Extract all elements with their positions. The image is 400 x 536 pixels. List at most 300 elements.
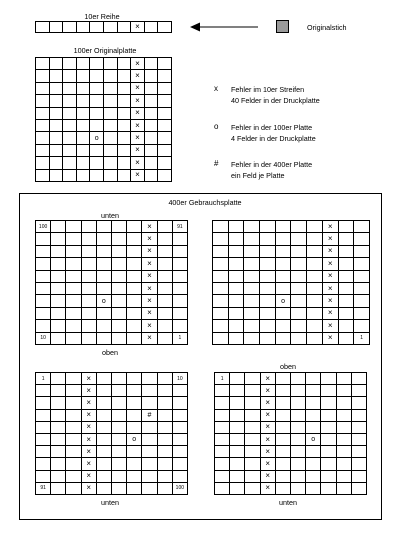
grid-cell [260, 282, 276, 294]
corner-number: 1 [41, 375, 45, 382]
grid-cell [260, 270, 276, 282]
grid-cell [260, 458, 275, 470]
grid-cell [144, 70, 158, 82]
grid-cell [172, 470, 187, 482]
grid-cell [172, 482, 187, 494]
corner-number: 10 [40, 335, 46, 342]
grid-cell [244, 307, 260, 319]
grid-cell [354, 233, 370, 245]
grid-cell [215, 373, 230, 385]
grid-cell [142, 470, 157, 482]
grid-cell [172, 409, 187, 421]
grid-cell [230, 385, 245, 397]
grid-cell [76, 107, 90, 119]
grid-cell [36, 233, 51, 245]
grid-row [36, 58, 172, 70]
grid-cell [127, 245, 142, 257]
grid-cell [142, 409, 157, 421]
grid-cell [96, 258, 111, 270]
grid-cell [76, 95, 90, 107]
grid-cell [81, 433, 96, 445]
grid-cell [336, 470, 351, 482]
grid-cell [131, 95, 145, 107]
grid-cell [228, 270, 244, 282]
grid-cell [142, 482, 157, 494]
grid-cell [36, 270, 51, 282]
grid-cell [63, 70, 77, 82]
streifen-error-mark: × [327, 258, 333, 268]
grid-cell [260, 307, 276, 319]
legend-symbol-x: x [214, 84, 218, 93]
grid-cell [51, 397, 66, 409]
streifen-error-mark: × [147, 246, 152, 256]
grid-cell [144, 58, 158, 70]
grid-cell [144, 107, 158, 119]
grid-cell [307, 282, 323, 294]
grid-row [213, 258, 370, 270]
grid-cell [275, 245, 291, 257]
grid-cell [103, 95, 117, 107]
grid-cell [127, 282, 142, 294]
grid-cell [49, 82, 63, 94]
grid-cell [66, 270, 81, 282]
grid-cell [244, 320, 260, 332]
grid-cell [96, 433, 111, 445]
grid-cell [230, 397, 245, 409]
grid-cell [66, 433, 81, 445]
grid-cell [260, 258, 276, 270]
grid-row [36, 446, 188, 458]
corner-number: 1 [360, 335, 363, 342]
grid-cell [275, 307, 291, 319]
streifen-error-mark: × [327, 296, 333, 306]
grid-cell [215, 446, 230, 458]
streifen-error-mark: × [265, 483, 270, 493]
grid-cell [230, 482, 245, 494]
grid-cell [307, 258, 323, 270]
streifen-error-mark: × [147, 258, 152, 268]
grid-cell [81, 385, 96, 397]
corner-number: 1 [220, 375, 224, 382]
grid-cell [336, 433, 351, 445]
grid-cell [36, 433, 51, 445]
grid-cell [36, 397, 51, 409]
grid-cell [96, 446, 111, 458]
grid-cell [96, 295, 111, 307]
grid-cell [172, 421, 187, 433]
grid-cell [144, 157, 158, 169]
grid-cell [81, 270, 96, 282]
grid-cell [144, 119, 158, 131]
grid-cell [111, 409, 126, 421]
grid-cell [291, 332, 307, 344]
grid-cell [127, 470, 142, 482]
grid-cell [36, 373, 51, 385]
grid-row [36, 385, 188, 397]
grid-cell [51, 221, 66, 233]
grid-cell [66, 307, 81, 319]
grid-cell [215, 421, 230, 433]
grid-cell [63, 58, 77, 70]
grid-cell [157, 245, 172, 257]
grid-cell [158, 119, 172, 131]
grid-cell [307, 233, 323, 245]
grid-cell [213, 270, 229, 282]
grid-row [36, 282, 188, 294]
grid-cell [244, 233, 260, 245]
grid-cell [51, 282, 66, 294]
grid-cell [158, 132, 172, 144]
grid-cell [260, 320, 276, 332]
grid-row [36, 95, 172, 107]
grid-cell [142, 433, 157, 445]
grid-cell [81, 482, 96, 494]
grid-cell [63, 119, 77, 131]
grid-row [36, 295, 188, 307]
grid-cell [103, 22, 117, 33]
grid-cell [96, 482, 111, 494]
grid-cell [66, 385, 81, 397]
grid-cell [228, 295, 244, 307]
grid-row [213, 270, 370, 282]
grid-cell [351, 409, 366, 421]
legend-symbol-hash: # [214, 159, 219, 168]
grid-cell [307, 245, 323, 257]
grid-cell [291, 270, 307, 282]
grid-cell [157, 221, 172, 233]
grid-cell [111, 307, 126, 319]
grid-cell [336, 458, 351, 470]
grid-cell [81, 332, 96, 344]
streifen-error-mark: × [147, 234, 152, 244]
grid-cell [66, 258, 81, 270]
grid-cell [144, 144, 158, 156]
grid-cell [275, 258, 291, 270]
grid-row [213, 332, 370, 344]
grid-cell [76, 144, 90, 156]
grid-cell [275, 221, 291, 233]
grid-cell [51, 421, 66, 433]
grid-cell [90, 169, 104, 181]
grid-cell [354, 282, 370, 294]
grid-cell [66, 320, 81, 332]
corner-number: 1 [178, 335, 182, 342]
streifen-error-mark: × [135, 108, 140, 118]
grid-cell [245, 385, 260, 397]
grid-cell [307, 221, 323, 233]
grid-cell [49, 70, 63, 82]
grid-cell [354, 258, 370, 270]
streifen-error-mark: × [86, 471, 91, 481]
grid-cell [290, 470, 305, 482]
grid-cell [36, 82, 50, 94]
grid-cell [172, 458, 187, 470]
grid-cell [144, 82, 158, 94]
grid-cell [157, 295, 172, 307]
grid-cell [306, 458, 321, 470]
streifen-error-mark: × [265, 410, 270, 420]
grid-cell [228, 320, 244, 332]
grid-row [36, 470, 188, 482]
grid-cell [230, 470, 245, 482]
grid-cell [117, 119, 131, 131]
grid-cell [131, 144, 145, 156]
grid-cell [215, 470, 230, 482]
grid-cell [215, 409, 230, 421]
grid-cell [90, 22, 104, 33]
grid-cell [142, 307, 157, 319]
grid-cell [66, 221, 81, 233]
grid-cell [336, 385, 351, 397]
grid-cell [144, 95, 158, 107]
grid-cell [338, 221, 354, 233]
grid-cell [117, 132, 131, 144]
grid-cell [63, 157, 77, 169]
grid-cell [275, 332, 291, 344]
grid-cell [307, 295, 323, 307]
grid-cell [142, 233, 157, 245]
grid-cell [142, 446, 157, 458]
grid-cell [142, 245, 157, 257]
grid-cell [172, 385, 187, 397]
grid-row [215, 470, 367, 482]
grid-cell [336, 446, 351, 458]
grid-cell [306, 409, 321, 421]
grid-cell [338, 307, 354, 319]
grid-row [36, 233, 188, 245]
grid-cell [81, 373, 96, 385]
grid-cell [51, 470, 66, 482]
grid-cell [213, 245, 229, 257]
grid-cell [321, 446, 336, 458]
grid-row [213, 295, 370, 307]
grid-cell [90, 82, 104, 94]
grid-cell [111, 270, 126, 282]
grid-cell [245, 421, 260, 433]
grid-cell [96, 320, 111, 332]
grid-cell [157, 421, 172, 433]
grid-cell [245, 446, 260, 458]
grid-row [36, 332, 188, 344]
grid-label-top: unten [101, 211, 119, 220]
grid-row [36, 132, 172, 144]
grid-cell [96, 307, 111, 319]
grid-cell [172, 221, 187, 233]
grid-row [213, 307, 370, 319]
grid-cell [321, 385, 336, 397]
grid-cell [354, 221, 370, 233]
grid-cell [63, 82, 77, 94]
streifen-error-mark: × [86, 446, 91, 456]
grid-cell [51, 385, 66, 397]
grid-cell [322, 295, 338, 307]
grid-row [36, 119, 172, 131]
reihe-strip [35, 21, 172, 33]
legend-line: Fehler in der 100er Platte [231, 123, 313, 132]
grid-cell [336, 397, 351, 409]
grid-cell [321, 409, 336, 421]
grid-row [36, 320, 188, 332]
legend-line: Fehler im 10er Streifen [231, 85, 305, 94]
grid-cell [127, 446, 142, 458]
grid-cell [103, 82, 117, 94]
grid-cell [157, 446, 172, 458]
grid-cell [127, 409, 142, 421]
grid-cell [275, 421, 290, 433]
streifen-error-mark: × [147, 283, 152, 293]
grid-cell [111, 397, 126, 409]
streifen-error-mark: × [265, 385, 270, 395]
grid-cell [111, 258, 126, 270]
grid-cell [306, 470, 321, 482]
streifen-error-mark: × [327, 221, 333, 231]
grid-cell [275, 458, 290, 470]
legend-line: 4 Felder in der Druckplatte [231, 134, 316, 143]
grid-cell [127, 482, 142, 494]
grid-cell [96, 373, 111, 385]
grid-cell [322, 332, 338, 344]
grid-cell [307, 320, 323, 332]
grid-cell [290, 397, 305, 409]
grid-cell [96, 385, 111, 397]
grid-cell [36, 409, 51, 421]
grid-cell [51, 320, 66, 332]
grid-cell [76, 58, 90, 70]
grid-cell [36, 95, 50, 107]
grid-cell [81, 282, 96, 294]
grid-cell [127, 221, 142, 233]
grid-cell [172, 233, 187, 245]
grid-cell [49, 169, 63, 181]
grid-row [36, 157, 172, 169]
grid-cell [260, 221, 276, 233]
streifen-error-mark: × [265, 434, 270, 444]
grid-cell [131, 169, 145, 181]
grid-cell [36, 332, 51, 344]
grid-cell [260, 295, 276, 307]
grid-cell [76, 119, 90, 131]
streifen-error-mark: × [86, 434, 91, 444]
grid-cell [81, 421, 96, 433]
grid-row [36, 458, 188, 470]
plate-grid-bottom-left [35, 372, 188, 495]
grid-row [36, 107, 172, 119]
grid-cell [111, 221, 126, 233]
grid-cell [90, 157, 104, 169]
original-plate-grid [35, 57, 172, 182]
grid-cell [51, 332, 66, 344]
grid-cell [215, 458, 230, 470]
grid-cell [36, 320, 51, 332]
grid-cell [172, 373, 187, 385]
grid-cell [306, 385, 321, 397]
grid-cell [142, 282, 157, 294]
arrow-icon [190, 21, 260, 33]
streifen-error-mark: × [135, 170, 140, 180]
grid-cell [157, 433, 172, 445]
grid-cell [290, 409, 305, 421]
grid-cell [322, 282, 338, 294]
grid-cell [157, 270, 172, 282]
grid-row [36, 307, 188, 319]
grid-cell [142, 270, 157, 282]
grid-cell [96, 421, 111, 433]
grid-cell [66, 458, 81, 470]
grid-cell [111, 282, 126, 294]
grid-cell [351, 385, 366, 397]
grid-cell [275, 397, 290, 409]
grid-cell [244, 295, 260, 307]
grid-cell [275, 433, 290, 445]
grid-cell [213, 282, 229, 294]
grid-cell [81, 320, 96, 332]
grid-cell [76, 82, 90, 94]
grid-cell [215, 433, 230, 445]
grid-cell [127, 258, 142, 270]
grid-cell [36, 458, 51, 470]
grid-cell [172, 270, 187, 282]
grid-cell [131, 22, 145, 33]
grid-cell [81, 221, 96, 233]
grid-cell [158, 82, 172, 94]
grid-cell [111, 320, 126, 332]
grid-cell [213, 221, 229, 233]
grid-row [36, 22, 172, 33]
grid-cell [291, 295, 307, 307]
grid-cell [275, 446, 290, 458]
streifen-error-mark: × [86, 397, 91, 407]
grid-cell [291, 258, 307, 270]
grid-cell [157, 458, 172, 470]
grid-row [36, 421, 188, 433]
grid-cell [63, 95, 77, 107]
grid-cell [157, 332, 172, 344]
grid-label-bottom: unten [279, 498, 297, 507]
grid-cell [51, 482, 66, 494]
grid-cell [111, 446, 126, 458]
grid-cell [66, 332, 81, 344]
grid-row [215, 397, 367, 409]
grid-cell [90, 132, 104, 144]
grid-cell [49, 157, 63, 169]
grid-cell [321, 421, 336, 433]
grid-cell [338, 245, 354, 257]
grid-row [215, 421, 367, 433]
grid-cell [157, 482, 172, 494]
grid-cell [127, 295, 142, 307]
grid-cell [66, 245, 81, 257]
grid-cell [157, 307, 172, 319]
grid-cell [338, 233, 354, 245]
grid-cell [76, 157, 90, 169]
grid-cell [51, 307, 66, 319]
grid-cell [76, 169, 90, 181]
streifen-error-mark: × [147, 320, 152, 330]
grid-cell [354, 307, 370, 319]
grid-row [36, 409, 188, 421]
grid-cell [290, 446, 305, 458]
grid-cell [351, 421, 366, 433]
grid-cell [63, 22, 77, 33]
grid-cell [66, 295, 81, 307]
grid-cell [213, 258, 229, 270]
grid-cell [103, 70, 117, 82]
grid-cell [51, 446, 66, 458]
grid-cell [76, 70, 90, 82]
grid-cell [215, 482, 230, 494]
grid-cell [336, 482, 351, 494]
reihe-title: 10er Reihe [84, 12, 120, 21]
